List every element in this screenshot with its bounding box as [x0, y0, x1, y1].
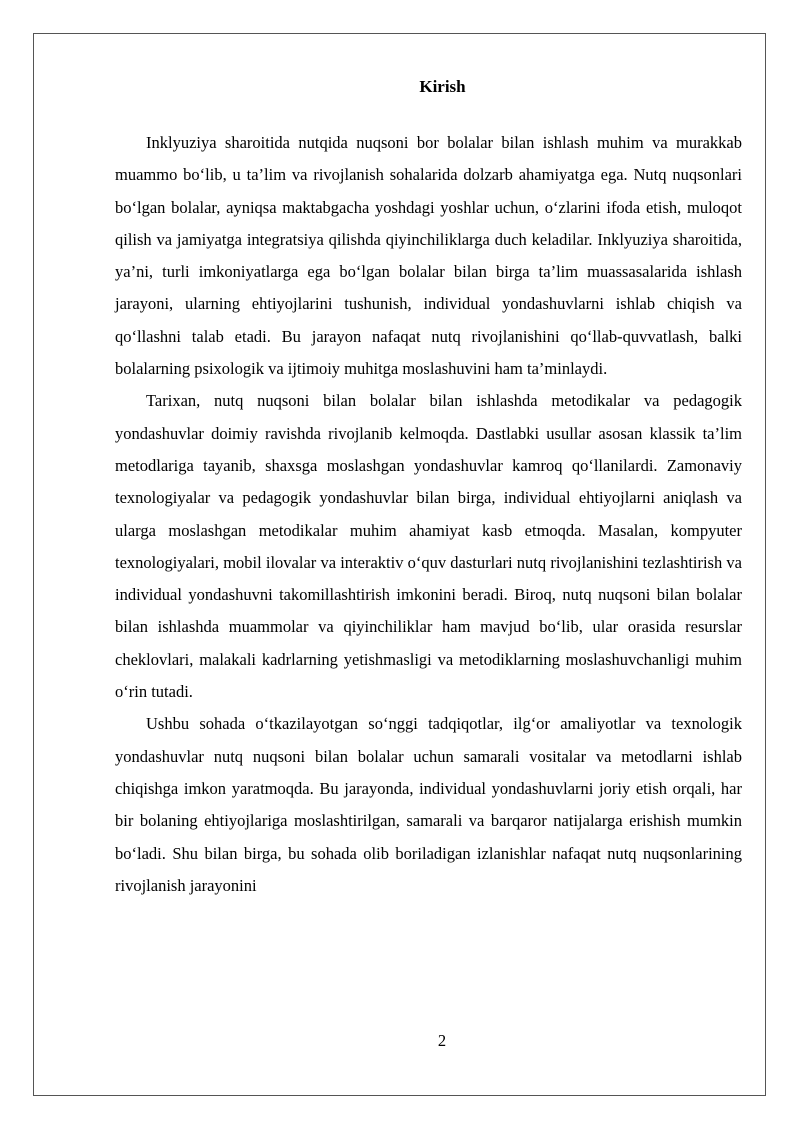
paragraph: Ushbu sohada o‘tkazilayotgan so‘nggi tadqiqotlar, ilg‘or amaliyotlar va texnologik yondashuvlar nutq nuqsoni bilan bolalar uchun samarali vositalar va metodlarni ishlab chiqishga imkon yaratmoqda. Bu jarayonda, individual yondashuvlarni joriy etish orqali, har bir bolaning ehtiyojlariga moslashtirilgan, samarali va barqaror natijalarga erishish mumkin bo‘ladi. Shu bilan birga, bu sohada olib boriladigan izlanishlar nafaqat nutq nuqsonlarining rivojlanish jarayonini — [115, 714, 742, 895]
paragraph: Tarixan, nutq nuqsoni bilan bolalar bilan ishlashda metodikalar va pedagogik yondashuvlar doimiy ravishda rivojlanib kelmoqda. Dastlabki usullar asosan klassik ta’lim metodlariga tayanib, shaxsga moslashgan yondashuvlar kamroq qo‘llanilardi. Zamonaviy texnologiyalar va pedagogik yondashuvlar bilan birga, individual ehtiyojlarni aniqlash va ularga moslashgan metodikalar muhim ahamiyat kasb etmoqda. Masalan, kompyuter texnologiyalari, mobil ilovalar va interaktiv o‘quv dasturlari nutq rivojlanishini tezlashtirish va individual yondashuvni takomillashtirish imkonini beradi. Biroq, nutq nuqsoni bilan bolalar bilan ishlashda muammolar va qiyinchiliklar ham mavjud bo‘lib, ular orasida resurslar cheklovlari, malakali kadrlarning yetishmasligi va metodiklarning moslashuvchanligi muhim o‘rin tutadi. — [115, 391, 742, 702]
paragraph: Inklyuziya sharoitida nutqida nuqsoni bor bolalar bilan ishlash muhim va murakkab muammo bo‘lib, u ta’lim va rivojlanish sohalarida dolzarb ahamiyatga ega. Nutq nuqsonlari bo‘lgan bolalar, ayniqsa maktabgacha yoshdagi yoshlar uchun, o‘zlarini ifoda etish, muloqot qilish va jamiyatga integratsiya qilishda qiyinchiliklarga duch keladilar. Inklyuziya sharoitida, ya’ni, turli imkoniyatlarga ega bo‘lgan bolalar bilan birga ta’lim muassasalarida ishlash jarayoni, ularning ehtiyojlarini tushunish, individual yondashuvlarni ishlab chiqish va qo‘llashni talab etadi. Bu jarayon nafaqat nutq rivojlanishini qo‘llab-quvvatlash, balki bolalarning psixologik va ijtimoiy muhitga moslashuvini ham ta’minlaydi. — [115, 133, 742, 379]
document-body — [115, 127, 742, 902]
section-heading: Kirish — [419, 77, 466, 96]
page-number: 2 — [437, 1031, 447, 1050]
